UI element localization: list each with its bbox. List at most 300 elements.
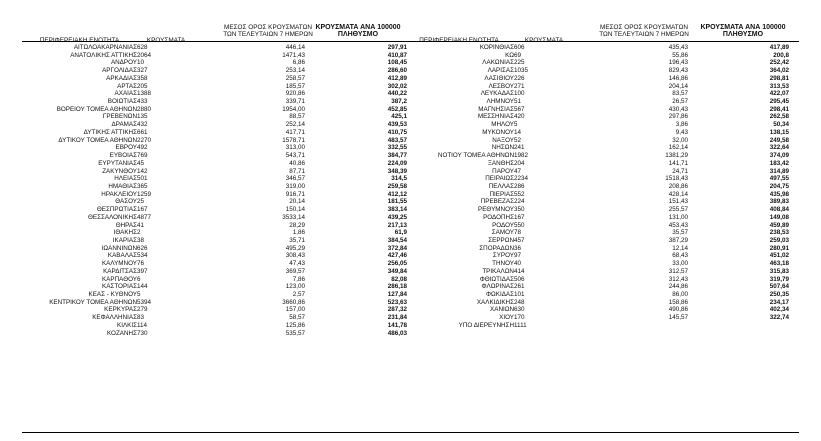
avg7-cell: 58,57 xyxy=(289,314,305,322)
cases-cell: 433 xyxy=(137,98,148,106)
table-row xyxy=(404,198,789,206)
per100k-cell: 439,25 xyxy=(387,213,407,221)
cases-cell: 1388 xyxy=(137,90,152,98)
per100k-cell: 459,89 xyxy=(769,221,789,229)
table-row xyxy=(22,160,407,168)
cases-cell: 2880 xyxy=(137,105,152,113)
unit-name-cell: ΒΟΡΕΙΟΥ ΤΟΜΕΑ ΑΘΗΝΩΝ xyxy=(56,105,137,113)
table-row xyxy=(22,299,407,307)
table-row xyxy=(22,152,407,160)
per100k-cell: 322,64 xyxy=(769,144,789,152)
unit-name-cell: ΝΟΤΙΟΥ ΤΟΜΕΑ ΑΘΗΝΩΝ xyxy=(437,152,514,160)
cases-cell: 25 xyxy=(137,198,145,206)
cases-cell: 36 xyxy=(514,244,522,252)
unit-name-cell: ΞΑΝΘΗΣ xyxy=(487,159,514,167)
cases-cell: 69 xyxy=(514,51,522,59)
table-row xyxy=(404,121,789,129)
table-row xyxy=(22,191,407,199)
avg7-cell: 1,86 xyxy=(292,229,305,237)
per100k-cell: 259,58 xyxy=(387,182,407,190)
per100k-cell: 410,75 xyxy=(387,128,407,136)
avg7-cell: 24,71 xyxy=(672,167,688,175)
cases-cell: 661 xyxy=(137,128,148,136)
table-row xyxy=(404,291,789,299)
table-row xyxy=(22,237,407,245)
per100k-cell: 183,42 xyxy=(769,159,789,167)
avg7-cell: 313,00 xyxy=(285,144,305,152)
avg7-cell: 68,43 xyxy=(672,252,688,260)
per100k-cell: 364,02 xyxy=(769,67,789,75)
cases-cell: 327 xyxy=(137,67,148,75)
unit-name-cell: ΦΘΙΩΤΙΔΑΣ xyxy=(479,275,514,283)
table-row xyxy=(404,214,789,222)
unit-name-cell: ΚΕΦΑΛΛΗΝΙΑΣ xyxy=(92,314,137,322)
avg7-cell: 162,14 xyxy=(668,144,688,152)
avg7-cell: 255,57 xyxy=(668,206,688,214)
table-row xyxy=(22,137,407,145)
cases-cell: 170 xyxy=(514,314,525,322)
table-row xyxy=(404,206,789,214)
cases-cell: 457 xyxy=(514,236,525,244)
avg7-cell: 829,43 xyxy=(668,67,688,75)
unit-name-cell: ΑΡΤΑΣ xyxy=(117,82,137,90)
left-header-avg-line2: ΤΩΝ ΤΕΛΕΥΤΑΙΩΝ 7 ΗΜΕΡΩΝ xyxy=(223,31,313,39)
per100k-cell: 412,12 xyxy=(387,190,407,198)
avg7-cell: 453,43 xyxy=(668,221,688,229)
cases-cell: 167 xyxy=(137,206,148,214)
per100k-cell: 332,55 xyxy=(387,144,407,152)
unit-name-cell: ΔΥΤΙΚΟΥ ΤΟΜΕΑ ΑΘΗΝΩΝ xyxy=(58,136,137,144)
per100k-cell: 440,22 xyxy=(387,90,407,98)
avg7-cell: 7,86 xyxy=(292,275,305,283)
table-row xyxy=(22,276,407,284)
cases-cell: 135 xyxy=(137,113,148,121)
avg7-cell: 196,43 xyxy=(668,59,688,67)
avg7-cell: 151,43 xyxy=(668,198,688,206)
table-row xyxy=(22,83,407,91)
per100k-cell: 389,83 xyxy=(769,198,789,206)
per100k-cell: 149,08 xyxy=(769,213,789,221)
unit-name-cell: ΛΕΥΚΑΔΑΣ xyxy=(480,90,514,98)
cases-cell: 2234 xyxy=(514,175,529,183)
per100k-cell: 82,08 xyxy=(391,275,407,283)
avg7-cell: 35,57 xyxy=(672,229,688,237)
unit-name-cell: ΑΧΑΪΑΣ xyxy=(114,90,137,98)
avg7-cell: 40,86 xyxy=(289,159,305,167)
table-row xyxy=(404,152,789,160)
unit-name-cell: ΘΗΡΑΣ xyxy=(115,221,137,229)
right-header-avg-line2: ΤΩΝ ΤΕΛΕΥΤΑΙΩΝ 7 ΗΜΕΡΩΝ xyxy=(599,31,689,39)
table-row xyxy=(404,59,789,67)
avg7-cell: 339,71 xyxy=(285,98,305,106)
bottom-divider xyxy=(22,432,799,433)
per100k-cell: 204,75 xyxy=(769,182,789,190)
table-row xyxy=(404,113,789,121)
per100k-cell: 374,09 xyxy=(769,152,789,160)
unit-name-cell: ΠΑΡΟΥ xyxy=(492,167,514,175)
table-row xyxy=(22,330,407,338)
avg7-cell: 490,86 xyxy=(668,306,688,314)
unit-name-cell: ΡΟΔΟΥ xyxy=(492,221,514,229)
per100k-cell: 483,57 xyxy=(387,136,407,144)
avg7-cell: 495,29 xyxy=(285,244,305,252)
cases-cell: 271 xyxy=(514,82,525,90)
table-row xyxy=(404,314,789,322)
cases-cell: 14 xyxy=(514,128,522,136)
table-row xyxy=(22,90,407,98)
table-row xyxy=(22,113,407,121)
avg7-cell: 417,71 xyxy=(285,128,305,136)
right-data-table xyxy=(404,44,789,330)
per100k-cell: 408,84 xyxy=(769,206,789,214)
avg7-cell: 131,00 xyxy=(668,213,688,221)
per100k-cell: 372,84 xyxy=(387,244,407,252)
avg7-cell: 47,43 xyxy=(289,260,305,268)
cases-cell: 5 xyxy=(137,291,141,298)
table-row xyxy=(22,59,407,67)
avg7-cell: 543,71 xyxy=(285,152,305,160)
right-header-avg xyxy=(595,24,693,39)
unit-name-cell: ΚΑΣΤΟΡΙΑΣ xyxy=(102,283,137,291)
table-row xyxy=(22,129,407,137)
unit-name-cell: ΦΩΚΙΔΑΣ xyxy=(486,291,514,298)
per100k-cell: 497,55 xyxy=(769,175,789,183)
table-row xyxy=(22,229,407,237)
cases-cell: 730 xyxy=(137,329,148,337)
table-row xyxy=(404,306,789,314)
per100k-cell: 402,34 xyxy=(769,306,789,314)
avg7-cell: 88,57 xyxy=(289,113,305,121)
table-row xyxy=(22,52,407,60)
left-header-avg-line1: ΜΕΣΟΣ ΟΡΟΣ ΚΡΟΥΣΜΑΤΩΝ xyxy=(224,24,312,31)
cases-cell: 204 xyxy=(514,159,525,167)
table-row xyxy=(22,245,407,253)
avg7-cell: 28,29 xyxy=(289,221,305,229)
table-row xyxy=(22,67,407,75)
cases-cell: 1035 xyxy=(514,67,529,75)
unit-name-cell: ΑΝΔΡΟΥ xyxy=(110,59,137,67)
per100k-cell: 259,03 xyxy=(769,236,789,244)
table-row xyxy=(404,98,789,106)
per100k-cell: 384,77 xyxy=(387,152,407,160)
avg7-cell: 33,00 xyxy=(672,260,688,268)
unit-name-cell: ΡΟΔΟΠΗΣ xyxy=(483,213,514,221)
cases-cell: 630 xyxy=(514,306,525,314)
avg7-cell: 428,14 xyxy=(668,190,688,198)
table-row xyxy=(404,299,789,307)
unit-name-cell: ΕΥΡΥΤΑΝΙΑΣ xyxy=(98,159,137,167)
cases-cell: 626 xyxy=(137,244,148,252)
per100k-cell: 256,05 xyxy=(387,260,407,268)
unit-name-cell: ΘΕΣΣΑΛΟΝΙΚΗΣ xyxy=(88,213,137,221)
cases-cell: 5394 xyxy=(137,298,152,306)
cases-cell: 205 xyxy=(137,82,148,90)
avg7-cell: 145,57 xyxy=(668,314,688,322)
avg7-cell: 86,00 xyxy=(672,291,688,298)
per100k-cell: 314,89 xyxy=(769,167,789,175)
table-row xyxy=(404,237,789,245)
unit-name-cell: ΚΑΛΥΜΝΟΥ xyxy=(101,260,137,268)
table-row xyxy=(22,106,407,114)
avg7-cell: 35,71 xyxy=(289,236,305,244)
per100k-cell: 249,58 xyxy=(769,136,789,144)
unit-name-cell: ΘΑΣΟΥ xyxy=(115,198,137,206)
table-row xyxy=(22,183,407,191)
unit-name-cell: ΑΡΚΑΔΙΑΣ xyxy=(106,74,137,82)
unit-name-cell: ΠΡΕΒΕΖΑΣ xyxy=(480,198,514,206)
per100k-cell: 127,84 xyxy=(387,291,407,298)
table-row xyxy=(404,191,789,199)
avg7-cell: 1518,43 xyxy=(665,175,688,183)
table-row xyxy=(404,67,789,75)
cases-cell: 97 xyxy=(514,252,522,260)
per100k-cell: 463,18 xyxy=(769,260,789,268)
table-row xyxy=(22,75,407,83)
unit-name-cell: ΠΙΕΡΙΑΣ xyxy=(489,190,514,198)
unit-name-cell: ΚΕΝΤΡΙΚΟΥ ΤΟΜΕΑ ΑΘΗΝΩΝ xyxy=(49,298,137,306)
unit-name-cell: ΠΕΛΛΑΣ xyxy=(488,182,514,190)
table-row xyxy=(22,206,407,214)
per100k-cell: 108,45 xyxy=(387,59,407,67)
unit-name-cell: ΧΑΛΚΙΔΙΚΗΣ xyxy=(476,298,514,306)
per100k-cell: 298,41 xyxy=(769,105,789,113)
cases-cell: 51 xyxy=(514,98,522,106)
table-row xyxy=(404,283,789,291)
unit-name-cell: ΧΙΟΥ xyxy=(499,314,514,322)
cases-cell: 358 xyxy=(137,74,148,82)
avg7-cell: 3660,86 xyxy=(282,298,305,306)
cases-cell: 114 xyxy=(137,321,148,329)
unit-name-cell: ΝΑΞΟΥ xyxy=(492,136,514,144)
per100k-cell: 231,84 xyxy=(387,314,407,322)
avg7-cell: 1471,43 xyxy=(282,51,305,59)
avg7-cell: 435,43 xyxy=(668,44,688,51)
unit-name-cell: ΚΑΒΑΛΑΣ xyxy=(107,252,137,260)
avg7-cell: 9,43 xyxy=(675,128,688,136)
avg7-cell: 387,29 xyxy=(668,236,688,244)
unit-name-cell: ΑΙΤΩΛΟΑΚΑΡΝΑΝΙΑΣ xyxy=(73,44,137,51)
unit-name-cell: ΛΑΡΙΣΑΣ xyxy=(487,67,514,75)
per100k-cell: 319,79 xyxy=(769,275,789,283)
per100k-cell: 439,53 xyxy=(387,121,407,129)
per100k-cell: 238,53 xyxy=(769,229,789,237)
per100k-cell: 217,13 xyxy=(387,221,407,229)
per100k-cell: 348,39 xyxy=(387,167,407,175)
avg7-cell: 312,43 xyxy=(668,275,688,283)
unit-name-cell: ΖΑΚΥΝΘΟΥ xyxy=(102,167,137,175)
right-header-cases: ΚΡΟΥΣΜΑΤΑ xyxy=(524,37,564,44)
cases-cell: 261 xyxy=(514,283,525,291)
right-header-per100k-line2: ΠΛΗΘΥΣΜΟ xyxy=(722,31,764,39)
unit-name-cell: ΕΒΡΟΥ xyxy=(115,144,137,152)
unit-name-cell: ΡΕΘΥΜΝΟΥ xyxy=(478,206,514,214)
table-row xyxy=(404,322,789,330)
cases-cell: 286 xyxy=(514,182,525,190)
avg7-cell: 158,86 xyxy=(668,298,688,306)
avg7-cell: 123,00 xyxy=(285,283,305,291)
unit-name-cell: ΗΡΑΚΛΕΙΟΥ xyxy=(101,190,137,198)
unit-name-cell: ΙΩΑΝΝΙΝΩΝ xyxy=(101,244,137,252)
avg7-cell: 83,57 xyxy=(672,90,688,98)
avg7-cell: 346,57 xyxy=(285,175,305,183)
per100k-cell: 313,53 xyxy=(769,82,789,90)
avg7-cell: 204,14 xyxy=(668,82,688,90)
avg7-cell: 3,86 xyxy=(675,121,688,129)
per100k-cell: 523,63 xyxy=(387,298,407,306)
unit-name-cell: ΘΕΣΠΡΩΤΙΑΣ xyxy=(96,206,137,214)
per100k-cell: 200,8 xyxy=(773,51,789,59)
left-header-per100k-line2: ΠΛΗΘΥΣΜΟ xyxy=(337,31,379,39)
cases-cell: 492 xyxy=(137,144,148,152)
right-header-per100k-line1: ΚΡΟΥΣΜΑΤΑ ΑΝΑ 100000 xyxy=(700,24,786,31)
per100k-cell: 486,03 xyxy=(387,329,407,337)
table-row xyxy=(22,306,407,314)
avg7-cell: 1578,71 xyxy=(282,136,305,144)
cases-cell: 41 xyxy=(137,221,145,229)
cases-cell: 226 xyxy=(514,74,525,82)
avg7-cell: 1381,29 xyxy=(665,152,688,160)
table-row xyxy=(404,168,789,176)
table-row xyxy=(22,214,407,222)
cases-cell: 248 xyxy=(514,298,525,306)
unit-name-cell: ΒΟΙΩΤΙΑΣ xyxy=(107,98,137,106)
unit-name-cell: ΔΥΤΙΚΗΣ ΑΤΤΙΚΗΣ xyxy=(83,128,137,136)
cases-cell: 225 xyxy=(514,59,525,67)
avg7-cell: 6,86 xyxy=(292,59,305,67)
avg7-cell: 244,86 xyxy=(668,283,688,291)
avg7-cell: 308,43 xyxy=(285,252,305,260)
cases-cell: 78 xyxy=(514,229,522,237)
unit-name-cell: ΛΕΣΒΟΥ xyxy=(488,82,514,90)
avg7-cell: 208,86 xyxy=(668,182,688,190)
avg7-cell: 26,57 xyxy=(672,98,688,106)
per100k-cell: 302,02 xyxy=(387,82,407,90)
cases-cell: 432 xyxy=(137,121,148,129)
table-row xyxy=(404,160,789,168)
cases-cell: 241 xyxy=(514,144,525,152)
left-data-table xyxy=(22,44,407,337)
table-row xyxy=(22,175,407,183)
unit-name-cell: ΚΕΑΣ - ΚΥΘΝΟΥ xyxy=(88,291,137,298)
table-row xyxy=(404,229,789,237)
avg7-cell: 252,14 xyxy=(285,121,305,129)
avg7-cell: 430,43 xyxy=(668,105,688,113)
right-header-avg-line1: ΜΕΣΟΣ ΟΡΟΣ ΚΡΟΥΣΜΑΤΩΝ xyxy=(600,24,688,31)
unit-name-cell: ΣΕΡΡΩΝ xyxy=(488,236,514,244)
avg7-cell xyxy=(563,322,688,330)
per100k-cell: 280,91 xyxy=(769,244,789,252)
unit-name-cell: ΜΥΚΟΝΟΥ xyxy=(482,128,514,136)
cases-cell: 501 xyxy=(137,175,148,183)
cases-cell: 606 xyxy=(514,44,525,51)
unit-name-cell: ΚΑΡΠΑΘΟΥ xyxy=(101,275,137,283)
per100k-cell: 61,9 xyxy=(394,229,407,237)
cases-cell: 4877 xyxy=(137,213,152,221)
table-row xyxy=(404,137,789,145)
cases-cell: 5 xyxy=(514,121,518,129)
avg7-cell: 12,14 xyxy=(672,244,688,252)
avg7-cell: 55,86 xyxy=(672,51,688,59)
avg7-cell: 297,86 xyxy=(668,113,688,121)
per100k-cell: 314,5 xyxy=(391,175,407,183)
per100k-cell: 50,34 xyxy=(773,121,789,129)
cases-cell: 100 xyxy=(514,90,525,98)
cases-cell: 45 xyxy=(137,159,145,167)
table-row xyxy=(404,144,789,152)
per100k-cell: 417,89 xyxy=(769,44,789,51)
cases-cell: 76 xyxy=(137,260,145,268)
unit-name-cell: ΔΡΑΜΑΣ xyxy=(111,121,137,129)
per100k-cell: 451,02 xyxy=(769,252,789,260)
table-row xyxy=(404,175,789,183)
unit-name-cell: ΗΛΕΙΑΣ xyxy=(114,175,137,183)
avg7-cell: 157,00 xyxy=(285,306,305,314)
table-row xyxy=(22,291,407,299)
cases-cell: 83 xyxy=(137,314,145,322)
avg7-cell: 32,00 xyxy=(672,136,688,144)
per100k-cell: 383,14 xyxy=(387,206,407,214)
per100k-cell: 322,74 xyxy=(769,314,789,322)
cases-cell: 365 xyxy=(137,182,148,190)
per100k-cell: 452,85 xyxy=(387,105,407,113)
unit-name-cell: ΑΝΑΤΟΛΙΚΗΣ ΑΤΤΙΚΗΣ xyxy=(70,51,137,59)
unit-name-cell: ΑΡΓΟΛΙΔΑΣ xyxy=(102,67,137,75)
per100k-cell: 298,81 xyxy=(769,74,789,82)
unit-name-cell: ΣΑΜΟΥ xyxy=(491,229,514,237)
per100k-cell: 252,42 xyxy=(769,59,789,67)
unit-name-cell: ΚΕΡΚΥΡΑΣ xyxy=(104,306,137,314)
table-row xyxy=(22,198,407,206)
unit-name-cell: ΛΑΣΙΘΙΟΥ xyxy=(484,74,514,82)
table-row xyxy=(22,322,407,330)
per100k-cell: 427,46 xyxy=(387,252,407,260)
unit-name-cell: ΚΑΡΔΙΤΣΑΣ xyxy=(103,267,137,275)
unit-name-cell: ΚΟΖΑΝΗΣ xyxy=(107,329,137,337)
per100k-cell: 412,89 xyxy=(387,74,407,82)
cases-cell: 552 xyxy=(514,190,525,198)
unit-name-cell: ΜΕΣΣΗΝΙΑΣ xyxy=(477,113,514,121)
avg7-cell: 319,00 xyxy=(285,182,305,190)
cases-cell: 2 xyxy=(137,229,141,237)
unit-name-cell: ΜΗΛΟΥ xyxy=(491,121,514,129)
avg7-cell: 446,14 xyxy=(285,44,305,51)
unit-name-cell: ΥΠΟ ΔΙΕΡΕΥΝΗΣΗ xyxy=(458,321,514,329)
unit-name-cell: ΣΥΡΟΥ xyxy=(492,252,514,260)
per100k-cell: 141,78 xyxy=(387,321,407,329)
per100k-cell: 387,2 xyxy=(391,98,407,106)
table-row xyxy=(404,90,789,98)
unit-name-cell: ΦΛΩΡΙΝΑΣ xyxy=(481,283,514,291)
table-row xyxy=(404,268,789,276)
avg7-cell: 916,71 xyxy=(285,190,305,198)
avg7-cell: 2,57 xyxy=(292,291,305,298)
avg7-cell: 141,71 xyxy=(668,159,688,167)
table-row xyxy=(404,276,789,284)
table-row xyxy=(22,260,407,268)
table-row xyxy=(404,252,789,260)
avg7-cell: 185,57 xyxy=(285,82,305,90)
cases-cell: 414 xyxy=(514,267,525,275)
avg7-cell: 150,14 xyxy=(285,206,305,214)
table-row xyxy=(22,44,407,52)
per100k-cell: 224,09 xyxy=(387,159,407,167)
table-row xyxy=(404,83,789,91)
avg7-cell: 258,57 xyxy=(285,74,305,82)
avg7-cell: 87,71 xyxy=(289,167,305,175)
cases-cell: 1111 xyxy=(514,321,527,329)
table-row xyxy=(404,52,789,60)
avg7-cell: 535,57 xyxy=(285,329,305,337)
